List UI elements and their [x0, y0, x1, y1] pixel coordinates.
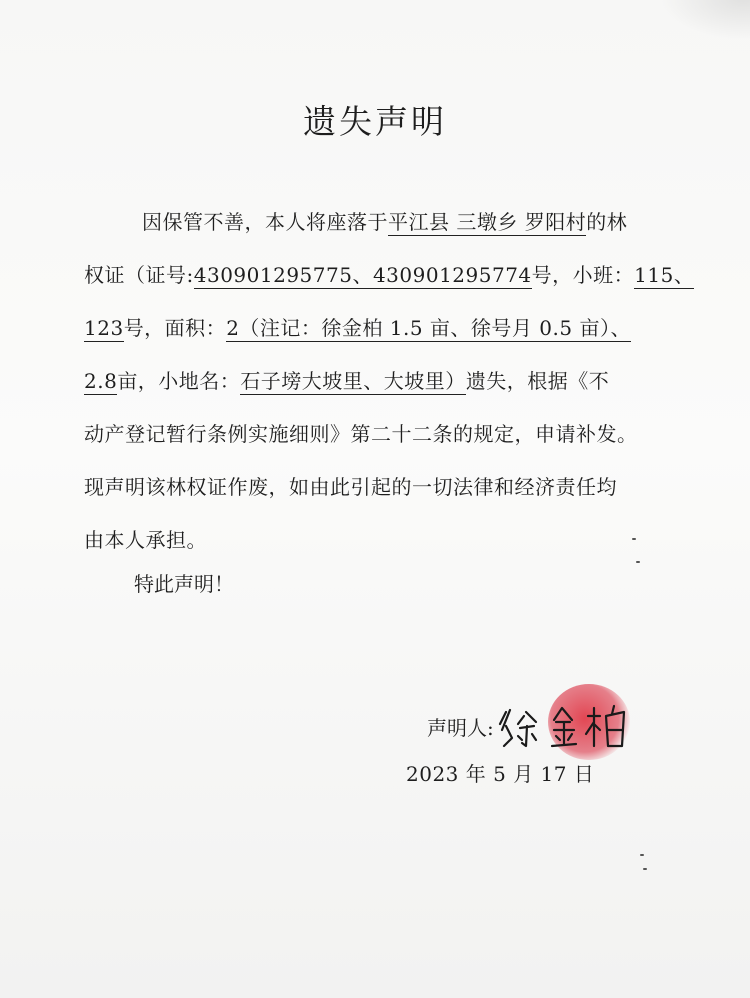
body-line-5: 动产登记暂行条例实施细则》第二十二条的规定，申请补发。 — [84, 422, 638, 446]
scan-speck — [632, 538, 636, 540]
scan-speck — [636, 561, 640, 563]
certificate-numbers: 430901295775、430901295774 — [193, 263, 532, 287]
body-line-6: 现声明该林权证作废，如由此引起的一切法律和经济责任均 — [84, 475, 617, 499]
page-corner-shadow — [660, 0, 750, 40]
place-name: 石子塝大坡里、大坡里） — [240, 369, 466, 393]
body-line-1: 因保管不善，本人将座落于平江县 三墩乡 罗阳村的林 — [142, 210, 628, 234]
closing-statement: 特此声明！ — [134, 572, 234, 596]
statement-body — [84, 196, 695, 567]
subcompartment-number-2: 123 — [84, 316, 124, 340]
body-line-3: 123号，面积：2（注记：徐金柏 1.5 亩、徐号月 0.5 亩）、 — [84, 316, 631, 340]
signer-block — [427, 698, 656, 754]
signer-label: 声明人: — [427, 715, 494, 740]
scan-speck — [640, 854, 644, 856]
statement-date: 2023 年 5 月 17 日 — [406, 762, 595, 786]
handwritten-signature — [496, 698, 656, 754]
scan-speck — [643, 868, 647, 870]
body-line-7: 由本人承担。 — [84, 528, 207, 552]
document-title: 遗失声明 — [303, 102, 447, 141]
location-underlined: 平江县 三墩乡 罗阳村 — [388, 210, 587, 234]
subcompartment-number: 115、 — [634, 263, 695, 287]
area-value: 2.8 — [84, 369, 118, 393]
signature-area — [496, 698, 656, 754]
area-note: 2（注记：徐金柏 1.5 亩、徐号月 0.5 亩）、 — [226, 316, 631, 340]
body-line-4: 2.8亩，小地名：石子塝大坡里、大坡里）遗失，根据《不 — [84, 369, 610, 393]
body-line-2: 权证（证号:430901295775、430901295774号，小班：115、 — [84, 263, 695, 287]
